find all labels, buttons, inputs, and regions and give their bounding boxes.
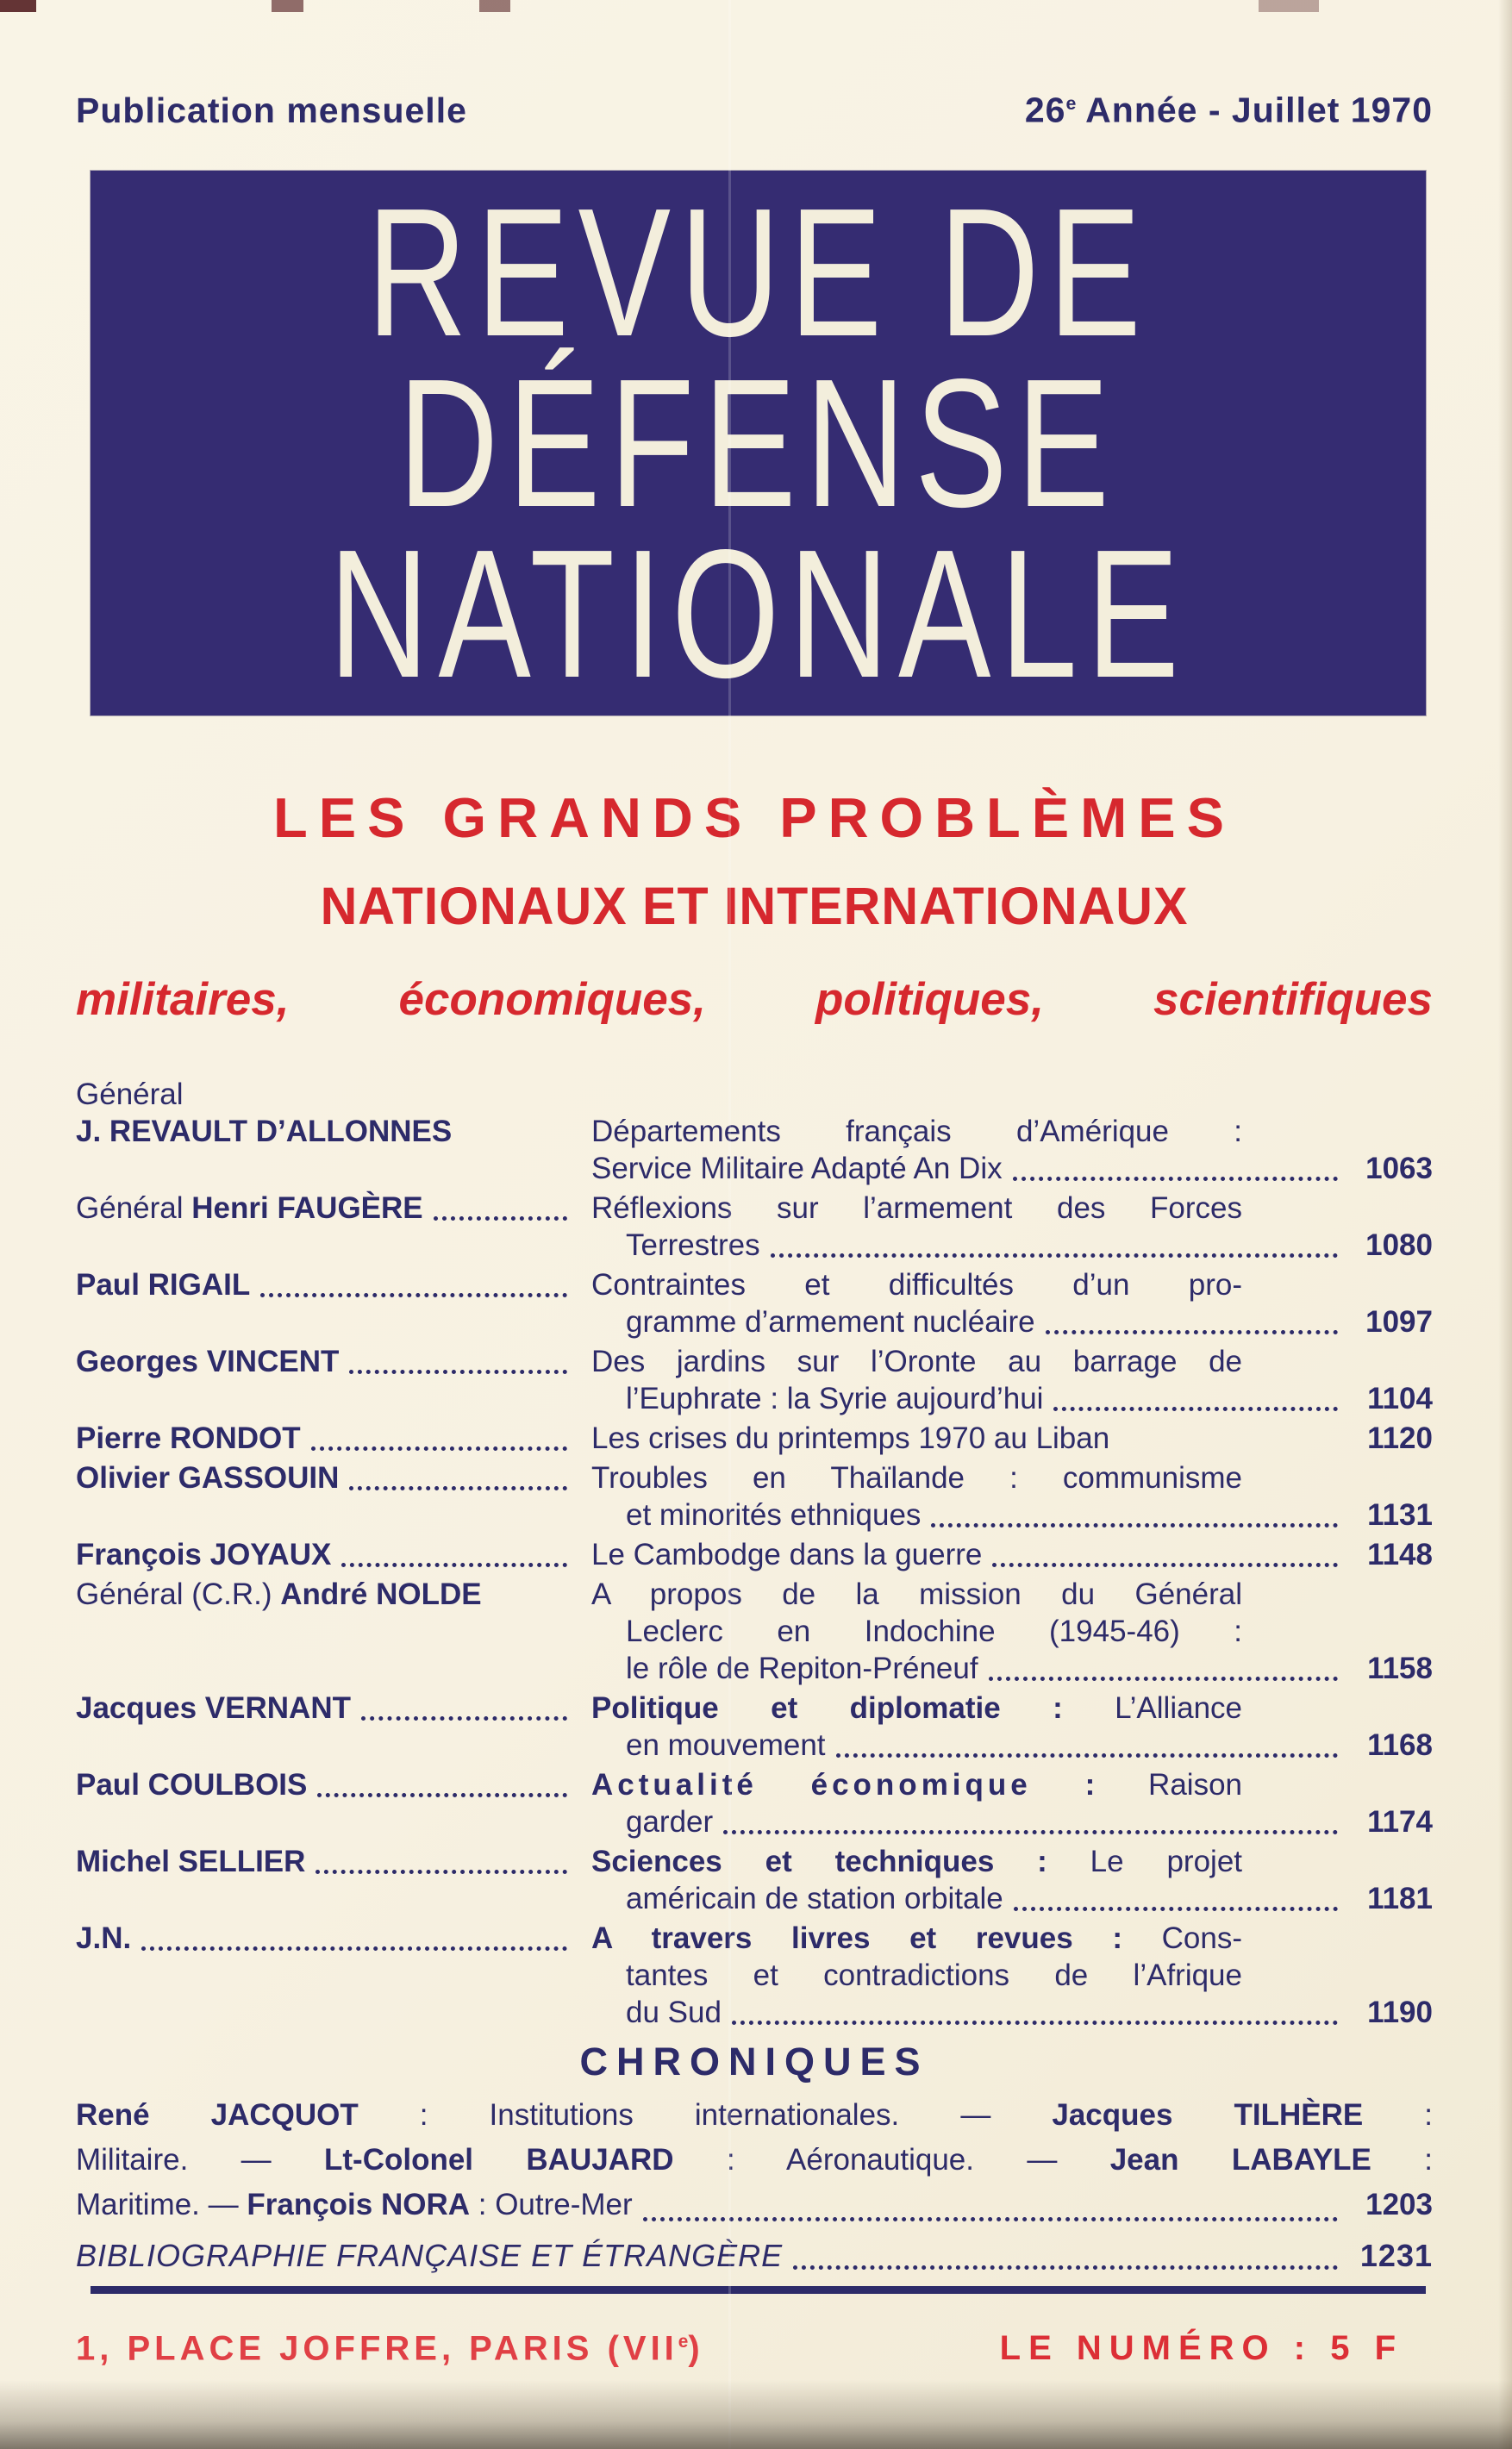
author-line — [76, 1076, 591, 1113]
text-segment: tantes et contradictions de l’Afrique — [626, 1958, 1242, 1992]
dot-leader — [317, 1793, 567, 1797]
title-line-text — [591, 1843, 1242, 1880]
title-line-text — [626, 1380, 1043, 1417]
rubric-label: Jacques TILHÈRE — [1052, 2097, 1364, 2132]
text-segment: Troubles en Thaïlande : communisme — [591, 1460, 1242, 1495]
top-bar — [76, 0, 1433, 131]
title-line-text — [626, 1613, 1242, 1650]
text-segment: Des jardins sur l’Oronte au barrage de — [591, 1344, 1242, 1378]
title-line-text — [591, 1766, 1242, 1803]
rubric-label: Actualité économique : — [591, 1767, 1100, 1802]
toc-entry — [76, 1766, 1433, 1840]
chronique-line-text — [76, 2093, 1433, 2138]
rubric-label: Jean LABAYLE — [1109, 2142, 1371, 2177]
toc-title — [591, 1420, 1433, 1457]
arrondissement-sup: e — [678, 2331, 689, 2352]
title-line — [591, 1576, 1242, 1613]
author-line — [76, 1113, 591, 1150]
title-line-text — [626, 1227, 760, 1264]
toc-entry — [76, 1343, 1433, 1417]
toc-title — [591, 1343, 1433, 1417]
tagline-line-2: NATIONAUX ET INTERNATIONAUX — [320, 876, 1189, 935]
toc-entry — [76, 1536, 1433, 1573]
dot-leader — [349, 1370, 567, 1374]
rubric-label: Georges VINCENT — [76, 1344, 340, 1378]
rubric-label: Paul COULBOIS — [76, 1767, 308, 1802]
text-segment: américain de station orbitale — [626, 1881, 1003, 1915]
text-segment: Leclerc en Indochine (1945-46) : — [626, 1614, 1242, 1648]
toc-author — [76, 1843, 591, 1917]
toc-title — [591, 1536, 1433, 1573]
text-segment: Général (C.R.) — [76, 1577, 281, 1611]
page-number: 1063 — [1365, 1151, 1433, 1185]
title-line — [591, 1227, 1433, 1264]
title-line-text — [626, 1496, 921, 1534]
author-line — [76, 1766, 591, 1803]
title-line-text — [591, 1113, 1242, 1150]
price: LE NUMÉRO : 5 F — [999, 2328, 1403, 2367]
text-segment: et minorités ethniques — [626, 1497, 922, 1532]
toc-author — [76, 1536, 591, 1573]
title-line — [591, 1459, 1242, 1496]
title-line-3: NATIONALE — [328, 510, 1189, 715]
text-segment: : Outre-Mer — [470, 2187, 633, 2221]
dot-leader — [836, 1753, 1338, 1758]
title-line-2: DÉFENSE — [397, 340, 1119, 545]
tagline-line-1: LES GRANDS PROBLÈMES — [273, 785, 1235, 849]
text-segment: Général — [76, 1190, 192, 1225]
text-segment: : — [1363, 2097, 1433, 2132]
rubric-label: A travers livres et revues : — [591, 1921, 1122, 1955]
title-line-text — [591, 1150, 1003, 1187]
text-segment: A propos de la mission du Général — [591, 1577, 1242, 1611]
text-segment: Les crises du printemps 1970 au Liban — [591, 1421, 1110, 1455]
rubric-label: Pierre RONDOT — [76, 1421, 301, 1455]
page-number: 1231 — [1359, 2237, 1433, 2273]
page-number: 1174 — [1367, 1804, 1433, 1839]
rubric-label: Paul RIGAIL — [76, 1267, 251, 1302]
title-line-text — [626, 1303, 1035, 1340]
title-line — [591, 1380, 1433, 1417]
title-line-text — [591, 1343, 1242, 1380]
bibliography-line — [76, 2236, 1433, 2276]
bibliography-text — [76, 2236, 783, 2276]
title-line-text — [591, 1690, 1242, 1727]
author-name — [76, 1843, 305, 1880]
title-line — [591, 1150, 1433, 1187]
title-line — [591, 1690, 1242, 1727]
subtitle-domains — [76, 972, 1433, 1028]
title-line — [591, 1920, 1242, 1957]
title-line — [591, 1880, 1433, 1917]
toc-author — [76, 1459, 591, 1534]
title-line-1: REVUE DE — [366, 169, 1150, 374]
subtitle-word: économiques, — [398, 973, 706, 1025]
bibliography — [76, 2236, 1433, 2276]
text-segment: Cons- — [1122, 1921, 1242, 1955]
title-line — [591, 1190, 1242, 1227]
text-segment: du Sud — [626, 1995, 722, 2029]
dot-leader — [341, 1563, 567, 1567]
toc-title — [591, 1920, 1433, 2031]
toc-author — [76, 1266, 591, 1340]
toc-author — [76, 1690, 591, 1764]
text-segment: : Institutions internationales. — — [358, 2097, 1053, 2132]
title-line-text — [591, 1420, 1109, 1457]
rubric-label: André NOLDE — [280, 1577, 482, 1611]
toc-author — [76, 1076, 591, 1187]
author-line — [76, 1536, 591, 1573]
title-line — [591, 1613, 1242, 1650]
title-line — [591, 1420, 1433, 1457]
author-name — [76, 1536, 331, 1573]
publisher-address — [76, 2321, 704, 2369]
page-number: 1120 — [1367, 1421, 1433, 1455]
author-line — [76, 1190, 591, 1227]
title-line-text — [591, 1576, 1242, 1613]
text-segment: garder — [626, 1804, 714, 1839]
toc-title — [591, 1576, 1433, 1687]
page-number: 1104 — [1367, 1381, 1433, 1415]
author-line — [76, 1920, 591, 1957]
text-segment: Général — [76, 1077, 184, 1111]
author-name — [76, 1343, 339, 1380]
text-segment: Contraintes et difficultés d’un pro- — [591, 1267, 1242, 1302]
dot-leader — [1013, 1177, 1338, 1181]
text-segment: Réflexions sur l’armement des Forces — [591, 1190, 1242, 1225]
dot-leader — [732, 2021, 1338, 2025]
author-name — [76, 1459, 339, 1496]
text-segment: Maritime. — — [76, 2187, 247, 2221]
title-line-text — [591, 1920, 1242, 1957]
dot-leader — [931, 1523, 1338, 1528]
dot-leader — [260, 1293, 567, 1297]
page-number: 1097 — [1365, 1304, 1433, 1339]
scan-bottom-shadow — [0, 2380, 1512, 2449]
toc-author — [76, 1190, 591, 1264]
title-line-text — [626, 1803, 713, 1840]
title-line — [591, 1266, 1242, 1303]
author-name — [76, 1420, 301, 1457]
title-line — [591, 1803, 1433, 1840]
dot-leader — [434, 1216, 567, 1221]
issue-ordinal-sup: e — [1065, 93, 1077, 114]
toc-author — [76, 1420, 591, 1457]
dot-leader — [361, 1716, 567, 1721]
toc-entry — [76, 1843, 1433, 1917]
author-name — [76, 1690, 351, 1727]
title-line — [591, 1343, 1242, 1380]
toc-entry — [76, 1576, 1433, 1687]
rubric-label: J.N. — [76, 1921, 132, 1955]
author-name — [76, 1576, 482, 1613]
text-segment: : Aéronautique. — — [673, 2142, 1110, 2177]
title-line-text — [591, 1190, 1242, 1227]
chronique-line — [76, 2138, 1433, 2183]
issue-date-rest: Année - Juillet 1970 — [1076, 90, 1433, 130]
publication-frequency: Publication mensuelle — [76, 90, 467, 130]
toc-title — [591, 1843, 1433, 1917]
text-segment: : — [1371, 2142, 1433, 2177]
rubric-label: René JACQUOT — [76, 2097, 359, 2132]
text-segment: en mouvement — [626, 1727, 826, 1762]
text-segment: le rôle de Repiton-Préneuf — [626, 1651, 978, 1685]
text-segment: Service Militaire Adapté An Dix — [591, 1151, 1003, 1185]
title-line — [591, 1994, 1433, 2031]
title-line-text — [626, 1650, 978, 1687]
rubric-label: Michel SELLIER — [76, 1844, 306, 1878]
page-number: 1181 — [1367, 1881, 1433, 1915]
toc-entry — [76, 1920, 1433, 2031]
dot-leader — [1053, 1407, 1338, 1411]
toc-entry — [76, 1459, 1433, 1534]
table-of-contents — [76, 1076, 1433, 2031]
author-line — [76, 1343, 591, 1380]
title-line — [591, 1303, 1433, 1340]
dot-leader — [316, 1870, 567, 1874]
rubric-label: Sciences et techniques : — [591, 1844, 1047, 1878]
dot-leader — [771, 1253, 1338, 1258]
toc-author — [76, 1576, 591, 1687]
chroniques-paragraph — [76, 2093, 1433, 2227]
title-line-text — [626, 1957, 1242, 1994]
page-number: 1131 — [1367, 1497, 1433, 1532]
toc-title — [591, 1459, 1433, 1534]
divider-rule — [91, 2286, 1426, 2294]
toc-entry — [76, 1266, 1433, 1340]
title-line — [591, 1113, 1242, 1150]
title-line-text — [591, 1536, 982, 1573]
rubric-label: Olivier GASSOUIN — [76, 1460, 340, 1495]
title-line — [591, 1957, 1242, 1994]
author-line — [76, 1459, 591, 1496]
dot-leader — [349, 1486, 567, 1490]
text-segment: Militaire. — — [76, 2142, 325, 2177]
text-segment: Le Cambodge dans la guerre — [591, 1537, 983, 1571]
rubric-label: Lt-Colonel BAUJARD — [324, 2142, 674, 2177]
author-name — [76, 1766, 307, 1803]
title-line — [591, 1496, 1433, 1534]
title-line-text — [626, 1727, 826, 1764]
address-close: ) — [688, 2328, 704, 2367]
author-line — [76, 1266, 591, 1303]
chronique-line-text — [76, 2138, 1433, 2183]
dot-leader — [989, 1677, 1338, 1681]
text-segment: Le projet — [1047, 1844, 1243, 1878]
toc-title — [591, 1076, 1433, 1187]
title-line — [591, 1650, 1433, 1687]
author-line — [76, 1420, 591, 1457]
title-line-text — [626, 1994, 722, 2031]
chronique-line-text — [76, 2183, 633, 2227]
page-number: 1190 — [1367, 1995, 1433, 2029]
toc-entry — [76, 1190, 1433, 1264]
author-line — [76, 1690, 591, 1727]
text-segment: L’Alliance — [1062, 1690, 1242, 1725]
issue-year-number: 26 — [1024, 90, 1066, 130]
text-segment: gramme d’armement nucléaire — [626, 1304, 1035, 1339]
title-line-text — [591, 1459, 1242, 1496]
title-line-text — [591, 1266, 1242, 1303]
subtitle-word: scientifiques — [1153, 973, 1433, 1025]
magazine-title-block — [91, 171, 1426, 715]
author-name — [76, 1076, 184, 1113]
chroniques-heading: CHRONIQUES — [579, 2039, 929, 2084]
author-name — [76, 1920, 131, 1957]
toc-entry — [76, 1076, 1433, 1187]
title-line — [591, 1536, 1433, 1573]
subtitle-word: politiques, — [815, 973, 1044, 1025]
title-line — [591, 1766, 1242, 1803]
author-line — [76, 1843, 591, 1880]
chronique-line — [76, 2183, 1433, 2227]
issue-date — [1025, 83, 1433, 131]
toc-title — [591, 1190, 1433, 1264]
dot-leader — [723, 1830, 1338, 1834]
toc-entry — [76, 1420, 1433, 1457]
page-number: 1080 — [1365, 1228, 1433, 1262]
author-line — [76, 1576, 591, 1613]
dot-leader — [311, 1446, 567, 1451]
subtitle-word: militaires, — [76, 973, 290, 1025]
chronique-line — [76, 2093, 1433, 2138]
dot-leader — [1014, 1907, 1338, 1911]
text-segment: l’Euphrate : la Syrie aujourd’hui — [626, 1381, 1044, 1415]
title-line-text — [626, 1880, 1003, 1917]
dot-leader — [992, 1563, 1338, 1567]
rubric-label: François JOYAUX — [76, 1537, 332, 1571]
rubric-label: François NORA — [247, 2187, 471, 2221]
toc-author — [76, 1766, 591, 1840]
dot-leader — [1046, 1330, 1338, 1334]
rubric-label: J. REVAULT D’ALLONNES — [76, 1114, 453, 1148]
title-line — [591, 1843, 1242, 1880]
rubric-label: Jacques VERNANT — [76, 1690, 351, 1725]
page-number: 1168 — [1367, 1727, 1433, 1762]
text-segment: BIBLIOGRAPHIE FRANÇAISE ET ÉTRANGÈRE — [76, 2237, 784, 2273]
page-number: 1203 — [1365, 2187, 1433, 2221]
text-segment: Départements français d’Amérique : — [591, 1114, 1242, 1148]
toc-title — [591, 1690, 1433, 1764]
title-line — [591, 1727, 1433, 1764]
page-number: 1158 — [1367, 1651, 1433, 1685]
toc-author — [76, 1343, 591, 1417]
toc-title — [591, 1266, 1433, 1340]
text-segment: Terrestres — [626, 1228, 760, 1262]
toc-author — [76, 1920, 591, 2031]
dot-leader — [643, 2217, 1338, 2221]
text-segment: Raison — [1099, 1767, 1242, 1802]
footer — [76, 2321, 1433, 2369]
page-number: 1148 — [1367, 1537, 1433, 1571]
dot-leader — [141, 1946, 567, 1951]
toc-title — [591, 1766, 1433, 1840]
rubric-label: Politique et diplomatie : — [591, 1690, 1063, 1725]
author-name — [76, 1113, 452, 1150]
address-text: 1, PLACE JOFFRE, PARIS (VII — [76, 2328, 678, 2367]
rubric-label: Henri FAUGÈRE — [191, 1190, 423, 1225]
author-name — [76, 1190, 423, 1227]
toc-entry — [76, 1690, 1433, 1764]
author-name — [76, 1266, 250, 1303]
dot-leader — [793, 2265, 1338, 2270]
